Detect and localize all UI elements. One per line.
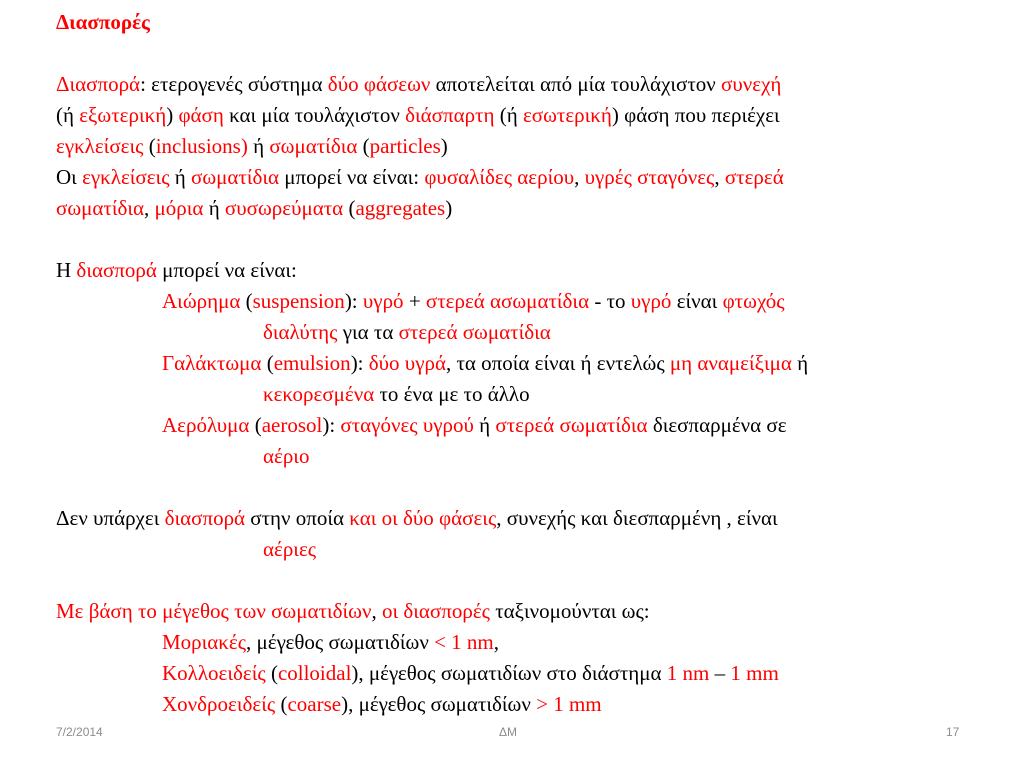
highlighted-term: Γαλάκτωμα — [162, 351, 262, 375]
highlighted-term: Αιώρημα — [162, 289, 241, 313]
highlighted-term: υγρό — [362, 289, 404, 313]
classification-coarse — [56, 689, 976, 720]
highlighted-term: και οι δύο φάσεις — [349, 506, 497, 530]
text-run: ταξινομούνται ως: — [489, 599, 650, 623]
classification-molecular — [56, 627, 976, 658]
highlighted-term: Διασπορά — [56, 72, 141, 96]
highlighted-term: εσωτερική — [522, 103, 612, 127]
text-run: ή — [169, 165, 191, 189]
highlighted-term: διαλύτης — [263, 320, 338, 344]
highlighted-term: aggregates — [355, 196, 446, 220]
definition-line-3 — [56, 131, 976, 162]
blank-line — [56, 38, 976, 69]
highlighted-term: μόρια — [154, 196, 204, 220]
highlighted-term: φυσαλίδες αερίου — [424, 165, 575, 189]
highlighted-term: σωματίδια — [56, 196, 145, 220]
highlighted-term: δύο φάσεων — [327, 72, 431, 96]
text-run: Οι — [56, 165, 83, 189]
highlighted-term: κεκορεσμένα — [263, 382, 375, 406]
text-run: ή — [247, 134, 270, 158]
text-run: ( — [265, 661, 278, 685]
text-run: ): — [322, 413, 341, 437]
text-run: ) — [445, 196, 453, 220]
blank-line — [56, 472, 976, 503]
text-run: , — [371, 599, 382, 623]
blank-line — [56, 565, 976, 596]
slide-body — [56, 7, 976, 720]
text-run: – — [709, 661, 731, 685]
text-run: : ετερογενές σύστημα — [140, 72, 328, 96]
highlighted-term: σωματίδια — [191, 165, 280, 189]
definition-line-2 — [56, 100, 976, 131]
highlighted-term: υγρές σταγόνες — [584, 165, 715, 189]
highlighted-term: στερεά σωματίδια — [398, 320, 551, 344]
text-run: (ή — [494, 103, 523, 127]
text-run: είναι — [671, 289, 723, 313]
text-run: ): — [344, 289, 363, 313]
definition-line-4 — [56, 162, 976, 193]
text-run: ή — [203, 196, 225, 220]
text-run: μπορεί να είναι: — [279, 165, 425, 189]
highlighted-term: coarse — [287, 692, 342, 716]
types-intro — [56, 255, 976, 286]
text-run: διεσπαρμένα σε — [647, 413, 787, 437]
highlighted-term: εξωτερική — [79, 103, 167, 127]
highlighted-term: particles — [369, 134, 441, 158]
highlighted-term: aerosol — [261, 413, 323, 437]
highlighted-term: Χονδροειδείς — [162, 692, 276, 716]
text-run: ( — [357, 134, 370, 158]
highlighted-term: συσωρεύματα — [224, 196, 344, 220]
text-run: ( — [343, 196, 356, 220]
highlighted-term: emulsion — [273, 351, 351, 375]
highlighted-term: εγκλείσεις — [56, 134, 144, 158]
footer-date: 7/2/2014 — [56, 725, 103, 739]
text-run: ), μέγεθος σωματιδίων — [341, 692, 537, 716]
text-run: το ένα με το άλλο — [374, 382, 530, 406]
text-run: και μία τουλάχιστον — [223, 103, 406, 127]
highlighted-term: φτωχός — [722, 289, 785, 313]
emulsion-line-2 — [56, 379, 976, 410]
text-run: Η — [56, 258, 77, 282]
highlighted-term: σταγόνες υγρού — [340, 413, 474, 437]
note-line-1 — [56, 503, 976, 534]
highlighted-term: < 1 nm — [434, 630, 494, 654]
highlighted-term: Αερόλυμα — [162, 413, 250, 437]
text-run: , συνεχής και διεσπαρμένη , είναι — [496, 506, 778, 530]
text-run: ), μέγεθος σωματιδίων στο διάστημα — [351, 661, 667, 685]
highlighted-term: διασπορά — [164, 506, 246, 530]
highlighted-term: σωματίδια — [269, 134, 358, 158]
highlighted-term: φάση — [178, 103, 224, 127]
text-run: ) — [166, 103, 179, 127]
highlighted-term: Μοριακές — [162, 630, 247, 654]
slide-title: Διασπορές — [56, 10, 150, 34]
text-run: , — [144, 196, 155, 220]
emulsion-line-1 — [56, 348, 976, 379]
text-run: , μέγεθος σωματιδίων — [246, 630, 435, 654]
classification-colloidal — [56, 658, 976, 689]
highlighted-term: Με βάση το μέγεθος των σωματιδίων — [56, 599, 372, 623]
highlighted-term: οι διασπορές — [381, 599, 490, 623]
highlighted-term: διάσπαρτη — [405, 103, 495, 127]
text-run: αποτελείται από μία τουλάχιστον — [430, 72, 722, 96]
classification-intro — [56, 596, 976, 627]
highlighted-term: > 1 mm — [536, 692, 602, 716]
blank-line — [56, 224, 976, 255]
text-run: ( — [249, 413, 262, 437]
text-run: + — [403, 289, 426, 313]
highlighted-term: 1 nm — [666, 661, 710, 685]
text-run: μπορεί να είναι: — [156, 258, 297, 282]
suspension-line-2 — [56, 317, 976, 348]
highlighted-term: στερεά ασωματίδια — [425, 289, 590, 313]
footer-page-number: 17 — [946, 725, 960, 739]
text-run: Δεν υπάρχει — [56, 506, 165, 530]
highlighted-term: διασπορά — [76, 258, 157, 282]
text-run: ή — [791, 351, 809, 375]
text-run: ( — [261, 351, 274, 375]
text-run: ): — [350, 351, 369, 375]
text-run: , — [714, 165, 725, 189]
highlighted-term: suspension — [252, 289, 345, 313]
highlighted-term: μη αναμείξιμα — [669, 351, 792, 375]
text-run: ή — [473, 413, 496, 437]
aerosol-line-2 — [56, 441, 976, 472]
highlighted-term: inclusions) — [155, 134, 248, 158]
aerosol-line-1 — [56, 410, 976, 441]
highlighted-term: 1 mm — [730, 661, 779, 685]
text-run: - το — [589, 289, 631, 313]
highlighted-term: δύο υγρά — [368, 351, 446, 375]
text-run: ( — [240, 289, 253, 313]
text-run: , — [493, 630, 500, 654]
highlighted-term: Κολλοειδείς — [162, 661, 266, 685]
definition-line-1 — [56, 69, 976, 100]
highlighted-term: αέριες — [263, 537, 317, 561]
footer-author: ΔΜ — [499, 725, 518, 739]
highlighted-term: στερεά — [724, 165, 784, 189]
text-run: (ή — [56, 103, 80, 127]
highlighted-term: στερεά σωματίδια — [495, 413, 648, 437]
definition-line-5 — [56, 193, 976, 224]
highlighted-term: colloidal — [277, 661, 352, 685]
text-run: ( — [275, 692, 288, 716]
text-run: ( — [143, 134, 156, 158]
suspension-line-1 — [56, 286, 976, 317]
highlighted-term: αέριο — [263, 444, 310, 468]
text-run: για τα — [337, 320, 399, 344]
highlighted-term: εγκλείσεις — [82, 165, 170, 189]
note-line-2 — [56, 534, 976, 565]
text-run: ) φάση που περιέχει — [611, 103, 780, 127]
highlighted-term: υγρό — [630, 289, 672, 313]
highlighted-term: συνεχή — [721, 72, 782, 96]
text-run: , — [574, 165, 585, 189]
text-run: , τα οποία είναι ή εντελώς — [445, 351, 670, 375]
text-run: στην οποία — [245, 506, 350, 530]
text-run: ) — [440, 134, 448, 158]
